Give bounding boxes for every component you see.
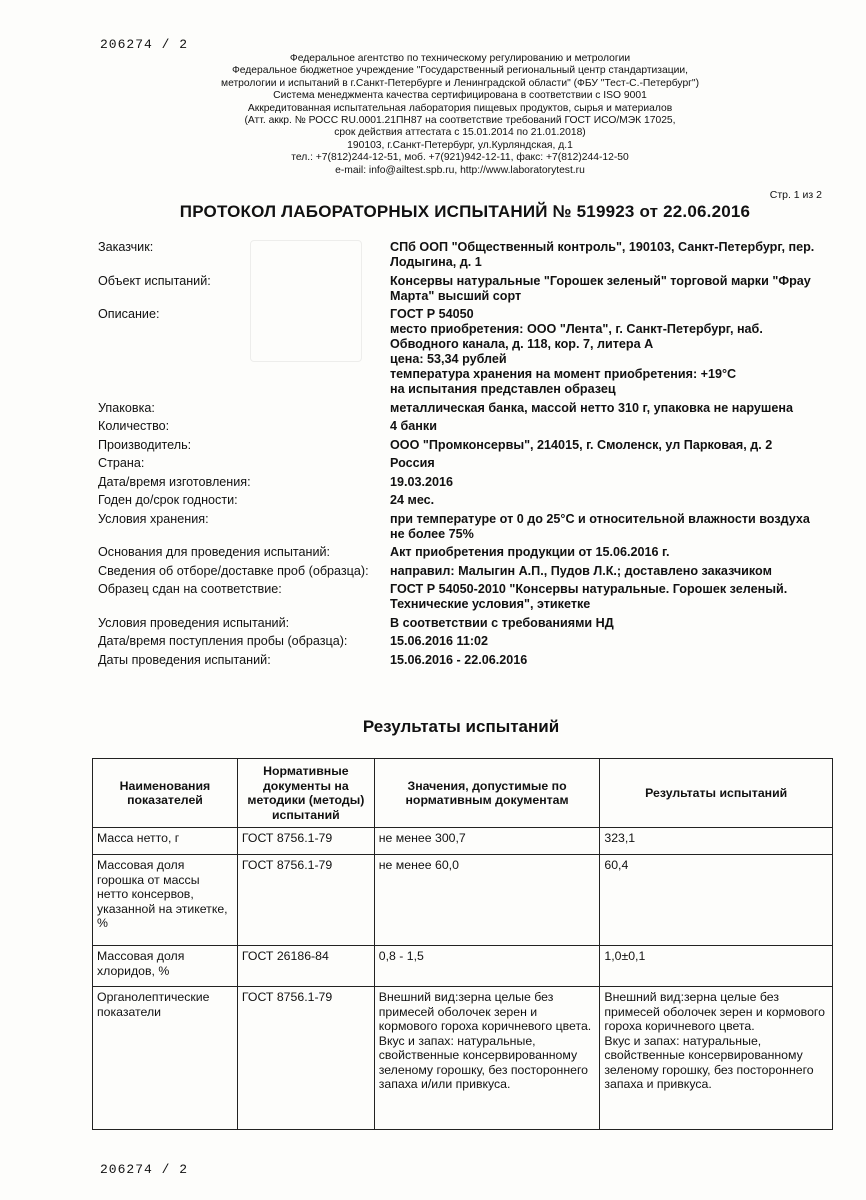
field-label: Упаковка: <box>98 400 155 415</box>
field-value: ООО "Промконсервы", 214015, г. Смоленск, ул Парковая, д. 2 <box>390 437 773 452</box>
field-row <box>98 545 828 560</box>
field-value: 24 мес. <box>390 493 435 507</box>
field-row <box>98 240 828 270</box>
field-label: Количество: <box>98 419 170 433</box>
field-label: Объект испытаний: <box>98 273 211 288</box>
field-row <box>98 493 828 508</box>
field-label: Сведения об отборе/доставке проб (образца): <box>98 563 369 578</box>
field-value: В соответствии с требованиями НД <box>390 615 614 630</box>
field-label: Образец сдан на соответствие: <box>98 582 282 596</box>
field-label: Дата/время поступления пробы (образца): <box>98 634 348 648</box>
field-row <box>98 582 828 612</box>
header-line: e-mail: info@ailtest.spb.ru, http://www.laboratorytest.ru <box>335 164 585 176</box>
header-line: Федеральное бюджетное учреждение "Государственный региональный центр стандартизации, <box>231 65 689 77</box>
field-label: Даты проведения испытаний: <box>98 652 271 667</box>
field-label: Описание: <box>98 307 160 321</box>
field-label: Условия хранения: <box>98 511 209 526</box>
field-label: Заказчик: <box>98 240 154 254</box>
field-label: Страна: <box>98 456 145 470</box>
field-value: СПб ООП "Общественный контроль", 190103, Санкт-Петербург, пер. Лодыгина, д. 1 <box>390 240 815 269</box>
field-label: Основания для проведения испытаний: <box>98 545 331 559</box>
field-value: направил: Малыгин А.П., Пудов Л.К.; доставлено заказчиком <box>390 563 772 578</box>
cell-method: ГОСТ 8756.1-79 <box>237 987 374 1130</box>
header-line: (Атт. аккр. № РОСС RU.0001.21ПН87 на соответствие требований ГОСТ ИСО/МЭК 17025, <box>244 115 676 127</box>
cell-result: 323,1 <box>600 828 833 855</box>
protocol-title: ПРОТОКОЛ ЛАБОРАТОРНЫХ ИСПЫТАНИЙ № 519923 от 22.06.2016 <box>179 202 751 221</box>
header-line: Система менеджмента качества сертифицирована в соответствии с ISO 9001 <box>273 90 647 102</box>
field-row <box>98 438 828 453</box>
cell-result: 1,0±0,1 <box>600 946 833 987</box>
table-row <box>93 828 833 855</box>
cell-allowed: 0,8 - 1,5 <box>374 946 600 987</box>
cell-method: ГОСТ 8756.1-79 <box>237 855 374 946</box>
field-row <box>98 419 828 434</box>
cell-indicator: Массовая доля горошка от массы нетто консервов, указанной на этикетке, % <box>93 855 238 946</box>
header-method: Нормативные документы на методики (методы) испытаний <box>237 759 374 828</box>
header-line: Аккредитованная испытательная лаборатория пищевых продуктов, сырья и материалов <box>247 102 673 114</box>
cell-result: Внешний вид:зерна целые без примесей оболочек зерен и кормового гороха коричневого цвета. Вкус и запах: натуральные, свойственные консервированному зеленому горошку, без постороннего запаха и привкуса. <box>600 987 833 1130</box>
field-label: Годен до/срок годности: <box>98 493 238 507</box>
field-value: 19.03.2016 <box>390 474 454 489</box>
field-value: 15.06.2016 11:02 <box>390 634 489 648</box>
cell-result: 60,4 <box>600 855 833 946</box>
header-line: Федеральное агентство по техническому регулированию и метрологии <box>289 53 631 64</box>
document-id-top: 206274 / 2 <box>100 37 189 52</box>
field-row <box>98 634 828 649</box>
field-row <box>98 456 828 471</box>
header-line: метрологии и испытаний в г.Санкт-Петербурге и Ленинградской области" (ФБУ "Тест-С.-Петербург") <box>220 77 700 89</box>
header-allowed-values: Значения, допустимые по нормативным документам <box>374 759 600 828</box>
field-value: Консервы натуральные "Горошек зеленый" торговой марки "Фрау Марта" высший сорт <box>390 273 811 303</box>
field-value: Акт приобретения продукции от 15.06.2016 г. <box>390 545 670 559</box>
cell-indicator: Органолептические показатели <box>93 987 238 1130</box>
field-row <box>98 616 828 631</box>
cell-method: ГОСТ 26186-84 <box>237 946 374 987</box>
table-header-row <box>93 759 833 828</box>
field-row <box>98 475 828 490</box>
field-value: 4 банки <box>390 419 437 433</box>
header-line: срок действия аттестата с 15.01.2014 по 21.01.2018) <box>334 127 586 139</box>
cell-indicator: Масса нетто, г <box>93 828 238 855</box>
field-row <box>98 653 828 668</box>
field-row <box>98 274 828 304</box>
table-row <box>93 987 833 1130</box>
field-row <box>98 512 828 542</box>
cell-allowed: Внешний вид:зерна целые без примесей оболочек зерен и кормового гороха коричневого цвета. Вкус и запах: натуральные, свойственные консервированному зеленому горошку, без постороннего запаха и/или привкуса. <box>374 987 600 1130</box>
header-line: 190103, г.Санкт-Петербург, ул.Курляндская, д.1 <box>347 139 573 151</box>
field-label: Условия проведения испытаний: <box>98 615 290 630</box>
field-value: Россия <box>390 456 435 470</box>
page-number: Стр. 1 из 2 <box>769 189 822 201</box>
header-indicator: Наименования показателей <box>93 759 238 828</box>
field-row <box>98 307 828 397</box>
cell-method: ГОСТ 8756.1-79 <box>237 828 374 855</box>
field-value: 15.06.2016 - 22.06.2016 <box>390 652 528 667</box>
protocol-fields <box>98 240 828 671</box>
field-value: металлическая банка, массой нетто 310 г, упаковка не нарушена <box>390 400 793 415</box>
field-value: при температуре от 0 до 25°С и относительной влажности воздуха не более 75% <box>390 511 810 541</box>
cell-allowed: не менее 60,0 <box>374 855 600 946</box>
header-results: Результаты испытаний <box>600 759 833 828</box>
field-row <box>98 401 828 416</box>
field-label: Производитель: <box>98 437 192 452</box>
field-label: Дата/время изготовления: <box>98 474 251 489</box>
table-row <box>93 946 833 987</box>
table-row <box>93 855 833 946</box>
field-row <box>98 564 828 579</box>
cell-indicator: Массовая доля хлоридов, % <box>93 946 238 987</box>
results-table <box>92 758 833 1130</box>
organization-header <box>160 53 760 177</box>
header-line: тел.: +7(812)244-12-51, моб. +7(921)942-12-11, факс: +7(812)244-12-50 <box>291 152 629 164</box>
results-title: Результаты испытаний <box>362 717 560 736</box>
cell-allowed: не менее 300,7 <box>374 828 600 855</box>
document-id-bottom: 206274 / 2 <box>100 1162 189 1177</box>
field-value: ГОСТ Р 54050 место приобретения: ООО "Лента", г. Санкт-Петербург, наб. Обводного канала, д. 118, кор. 7, литера А цена: 53,34 рублей температура хранения на момент приобретения: +19°С на испытания представлен образец <box>390 307 763 396</box>
field-value: ГОСТ Р 54050-2010 "Консервы натуральные. Горошек зеленый. Технические условия", этикетке <box>390 582 788 611</box>
